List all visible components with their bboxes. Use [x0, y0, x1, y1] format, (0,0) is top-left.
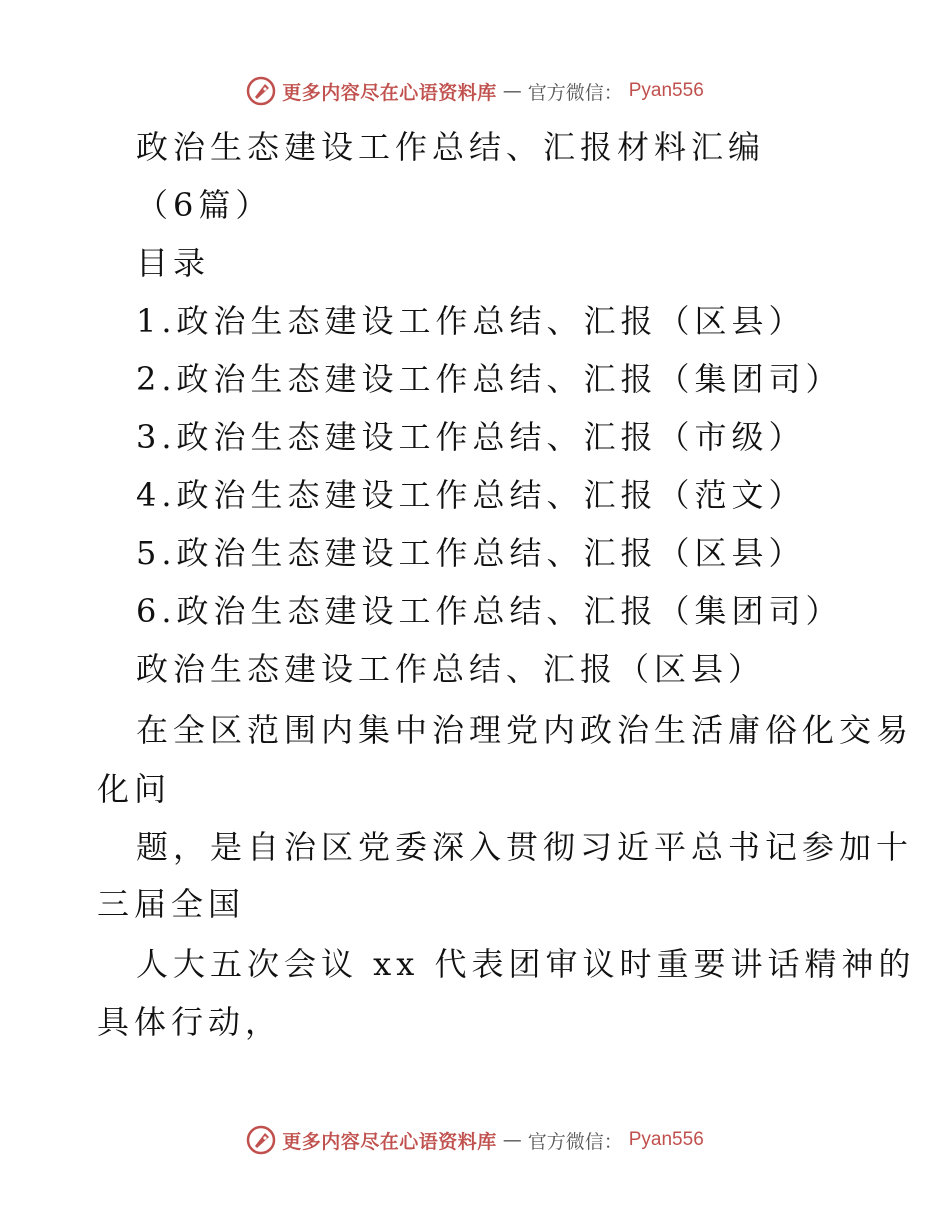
section-heading: 政治生态建设工作总结、汇报（区县）	[136, 650, 766, 688]
toc-item: 3.政治生态建设工作总结、汇报（市级）	[136, 418, 806, 456]
banner-wechat-id: Pyan556	[628, 1129, 704, 1150]
banner-official-label: 官方微信：	[527, 1130, 623, 1153]
banner-brand-text: 更多内容尽在心语资料库	[282, 1130, 497, 1153]
banner-dash: —	[502, 80, 522, 102]
body-text-line: 题，是自治区党委深入贯彻习近平总书记参加十	[136, 828, 914, 866]
toc-item: 6.政治生态建设工作总结、汇报（集团司）	[136, 592, 843, 630]
header-watermark-banner	[0, 71, 950, 111]
footer-watermark-banner	[0, 1120, 950, 1160]
body-text-line: 在全区范围内集中治理党内政治生活庸俗化交易	[136, 711, 914, 749]
body-text-line: 人大五次会议 xx 代表团审议时重要讲话精神的	[136, 945, 916, 983]
body-text-line: 具体行动，	[97, 1003, 283, 1041]
document-title: 政治生态建设工作总结、汇报材料汇编	[136, 128, 766, 166]
document-title-count: （6篇）	[136, 186, 273, 224]
toc-item: 1.政治生态建设工作总结、汇报（区县）	[136, 302, 806, 340]
pen-nib-logo-icon	[246, 1125, 276, 1155]
toc-item: 4.政治生态建设工作总结、汇报（范文）	[136, 476, 806, 514]
pen-nib-logo-icon	[246, 76, 276, 106]
toc-item: 2.政治生态建设工作总结、汇报（集团司）	[136, 360, 843, 398]
body-text-line: 三届全国	[97, 885, 246, 923]
banner-wechat-id: Pyan556	[628, 80, 704, 101]
toc-item: 5.政治生态建设工作总结、汇报（区县）	[136, 534, 806, 572]
toc-heading: 目录	[136, 244, 211, 282]
banner-dash: —	[502, 1129, 522, 1151]
banner-official-label: 官方微信：	[527, 81, 623, 104]
body-text-line: 化问	[97, 770, 172, 808]
banner-brand-text: 更多内容尽在心语资料库	[282, 81, 497, 104]
